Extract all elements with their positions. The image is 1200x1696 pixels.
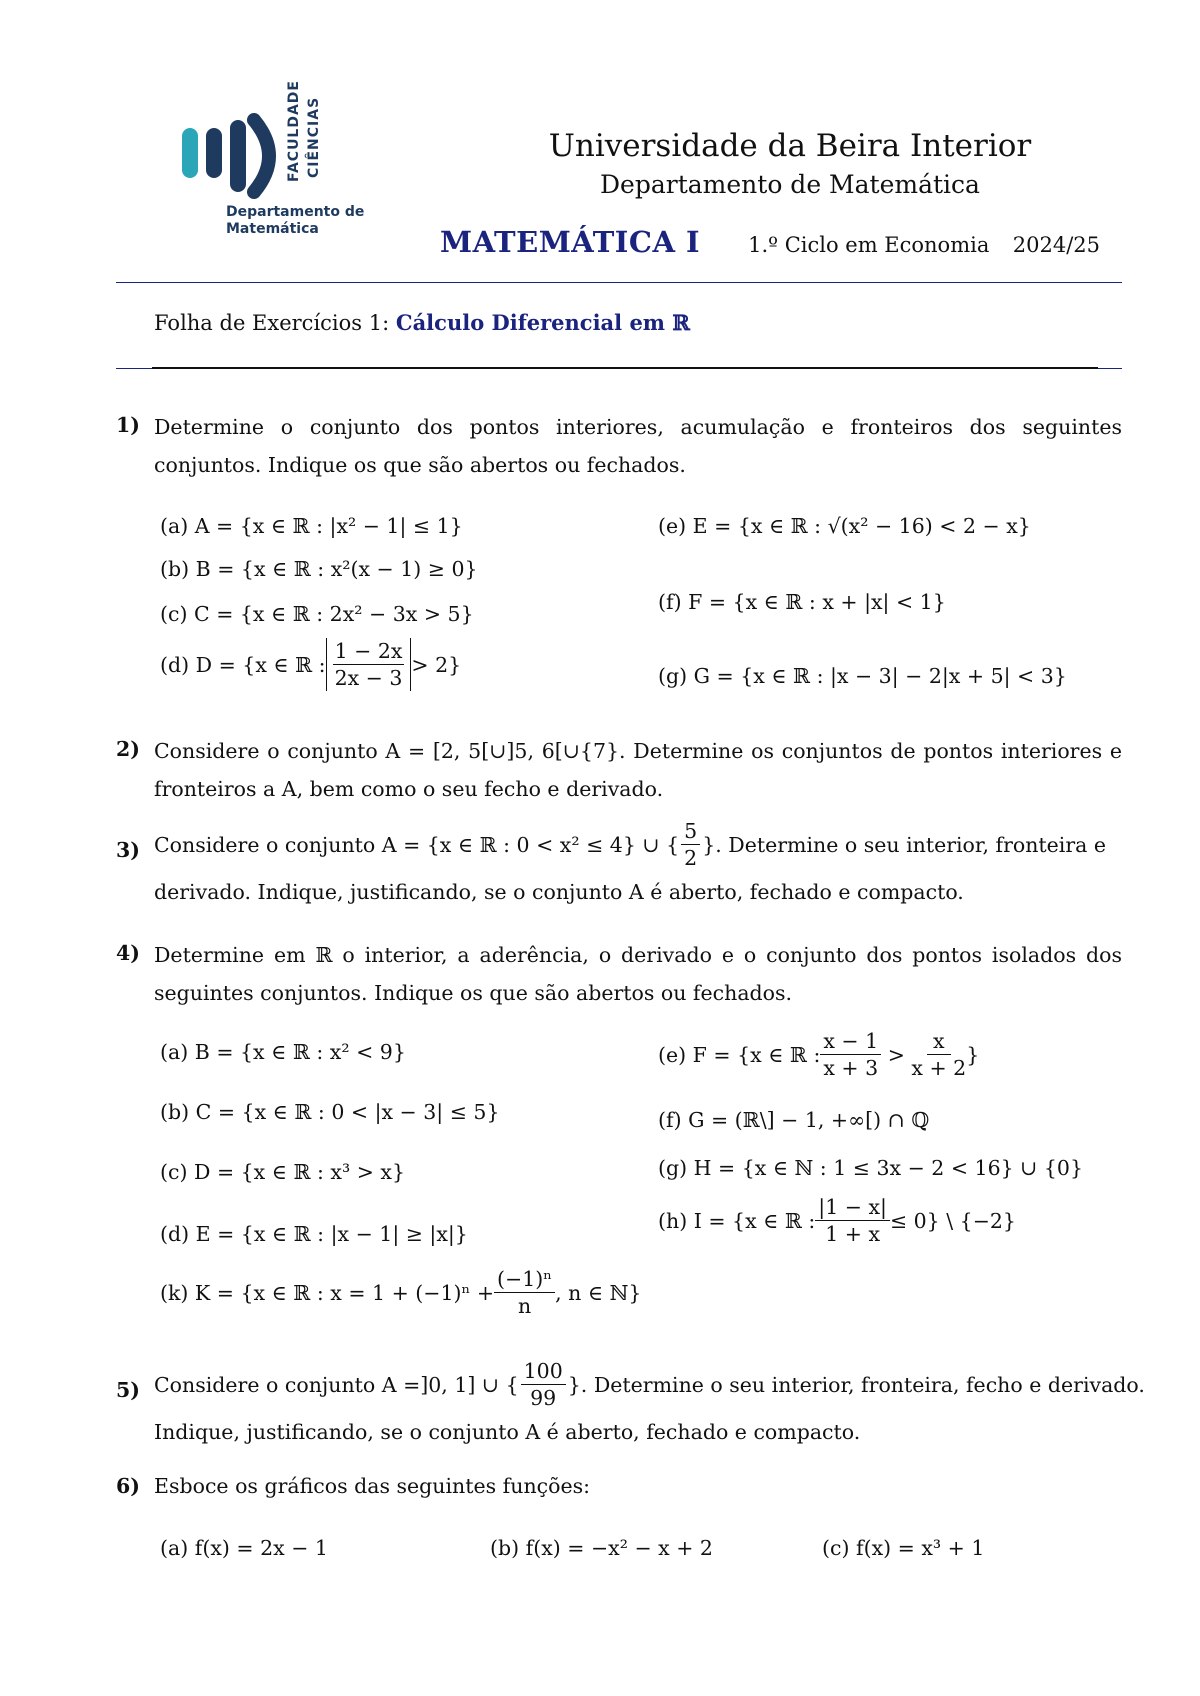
ex1-item-b: (b) B = {x ∈ ℝ : x²(x − 1) ≥ 0} [160, 557, 478, 581]
ex3-post: }. Determine o seu interior, fronteira e [702, 832, 1107, 857]
ex1-item-f: (f) F = {x ∈ ℝ : x + |x| < 1} [658, 590, 946, 614]
faculty-logo [180, 80, 380, 260]
ex4-e-pre: (e) F = {x ∈ ℝ : [658, 1042, 821, 1067]
ex4-item-g: (g) H = {x ∈ ℕ : 1 ≤ 3x − 2 < 16} ∪ {0} [658, 1156, 1083, 1180]
exercise-number: 5) [116, 1378, 140, 1402]
ex4-k-post: , n ∈ ℕ} [555, 1280, 642, 1305]
logo-department-line1: Departamento de [226, 204, 365, 220]
exercise-number: 4) [116, 941, 140, 965]
sheet-prefix: Folha de Exercícios 1: [154, 311, 396, 335]
ex4-item-d: (d) E = {x ∈ ℝ : |x − 1| ≥ |x|} [160, 1222, 468, 1246]
sheet-divider-thick [152, 367, 1098, 369]
sheet-topic: Cálculo Diferencial em ℝ [395, 310, 690, 335]
logo-department [226, 204, 364, 238]
ex6-item-b: (b) f(x) = −x² − x + 2 [490, 1536, 713, 1560]
ex4-k-pre: (k) K = {x ∈ ℝ : x = 1 + (−1)ⁿ + [160, 1280, 495, 1305]
ex4-e-numerator-2: x [927, 1028, 951, 1055]
ex5-fraction [521, 1358, 566, 1411]
ex4-item-k [160, 1266, 641, 1319]
ex1-item-a: (a) A = {x ∈ ℝ : |x² − 1| ≤ 1} [160, 514, 463, 538]
ex5-denominator: 99 [530, 1386, 557, 1410]
ex5-line1 [154, 1358, 1145, 1411]
exercise-text: Determine o conjunto dos pontos interiores, acumulação e fronteiros dos seguintes conjuntos. Indique os que são abertos ou fechados. [154, 415, 1122, 477]
exercise-text: Esboce os gráficos das seguintes funções: [154, 1474, 591, 1498]
academic-year: 2024/25 [1012, 233, 1100, 257]
ex4-e-denominator-2: x + 2 [911, 1056, 967, 1080]
ex4-item-c: (c) D = {x ∈ ℝ : x³ > x} [160, 1160, 406, 1184]
ex4-e-post: } [966, 1042, 980, 1067]
university-name: Universidade da Beira Interior [548, 128, 1032, 164]
ex4-e-numerator-1: x − 1 [820, 1028, 881, 1055]
ex1-d-pre: (d) D = {x ∈ ℝ : [160, 652, 326, 677]
exercise-text: Determine em ℝ o interior, a aderência, o derivado e o conjunto dos pontos isolados dos seguintes conjuntos. Indique os que são abertos ou fechados. [154, 943, 1122, 1005]
ex3-pre: Considere o conjunto A = {x ∈ ℝ : 0 < x² ≤ 4} ∪ { [154, 832, 680, 857]
exercise-number: 1) [116, 413, 140, 437]
logo-faculdade-text: FACULDADE [286, 80, 302, 182]
ex4-item-a: (a) B = {x ∈ ℝ : x² < 9} [160, 1040, 406, 1064]
ex4-h-pre: (h) I = {x ∈ ℝ : [658, 1208, 816, 1233]
ex5-pre: Considere o conjunto A =]0, 1] ∪ { [154, 1372, 519, 1397]
ex4-h-post: ≤ 0} \ {−2} [889, 1208, 1016, 1233]
ex4-e-denominator-1: x + 3 [823, 1056, 879, 1080]
ex4-item-e [658, 1028, 979, 1081]
ex5-numerator: 100 [521, 1358, 566, 1385]
ex3-fraction [681, 818, 700, 871]
ex4-item-b: (b) C = {x ∈ ℝ : 0 < |x − 3| ≤ 5} [160, 1100, 500, 1124]
ex4-e-fraction-2 [911, 1028, 966, 1081]
exercise-number: 3) [116, 838, 140, 862]
course-title: MATEMÁTICA I [440, 225, 701, 259]
sheet-title [154, 310, 690, 335]
ex1-item-g: (g) G = {x ∈ ℝ : |x − 3| − 2|x + 5| < 3} [658, 664, 1067, 688]
ex6-item-a: (a) f(x) = 2x − 1 [160, 1536, 328, 1560]
exercise-number: 2) [116, 737, 140, 761]
exercise-number: 6) [116, 1474, 140, 1498]
ex4-h-denominator: 1 + x [825, 1222, 881, 1246]
ex6-item-c: (c) f(x) = x³ + 1 [822, 1536, 985, 1560]
ex1-item-e: (e) E = {x ∈ ℝ : √(x² − 16) < 2 − x} [658, 514, 1031, 538]
ex4-item-h [658, 1194, 1016, 1247]
department-name: Departamento de Matemática [600, 170, 980, 199]
exercise-text: Considere o conjunto A = [2, 5[∪]5, 6[∪{7}. Determine os conjuntos de pontos interiores e fronteiros a A, bem como o seu fecho e derivado. [154, 739, 1122, 801]
ex4-k-fraction [494, 1266, 555, 1319]
ex4-item-f: (f) G = (ℝ\] − 1, +∞[) ∩ ℚ [658, 1108, 930, 1132]
ex4-e-mid: > [881, 1042, 912, 1067]
ex4-h-fraction [815, 1194, 890, 1247]
header-divider [116, 282, 1122, 283]
ex1-d-fraction [326, 638, 412, 691]
ex4-h-numerator: |1 − x| [815, 1194, 890, 1221]
ex3-line2: derivado. Indique, justificando, se o conjunto A é aberto, fechado e compacto. [154, 880, 964, 904]
course-cycle: 1.º Ciclo em Economia [748, 233, 990, 257]
logo-ciencias-text: CIÊNCIAS [306, 96, 322, 178]
ex4-e-fraction-1 [820, 1028, 881, 1081]
ex3-line1 [154, 818, 1122, 871]
ex3-denominator: 2 [684, 846, 698, 870]
logo-department-line2: Matemática [226, 221, 319, 237]
ex1-item-c: (c) C = {x ∈ ℝ : 2x² − 3x > 5} [160, 602, 474, 626]
ex5-line2: Indique, justificando, se o conjunto A é aberto, fechado e compacto. [154, 1420, 861, 1444]
course-row [440, 225, 1100, 259]
header [520, 128, 1060, 199]
logo-mark-icon [180, 100, 380, 200]
ex1-d-denominator: 2x − 3 [334, 666, 403, 690]
ex4-k-denominator: n [517, 1294, 532, 1318]
ex3-numerator: 5 [681, 818, 700, 845]
ex1-d-post: > 2} [411, 652, 462, 677]
ex5-post: }. Determine o seu interior, fronteira, fecho e derivado. [567, 1372, 1145, 1397]
ex1-item-d [160, 638, 461, 691]
ex1-d-numerator: 1 − 2x [334, 639, 403, 663]
ex4-k-numerator: (−1)ⁿ [494, 1266, 555, 1293]
